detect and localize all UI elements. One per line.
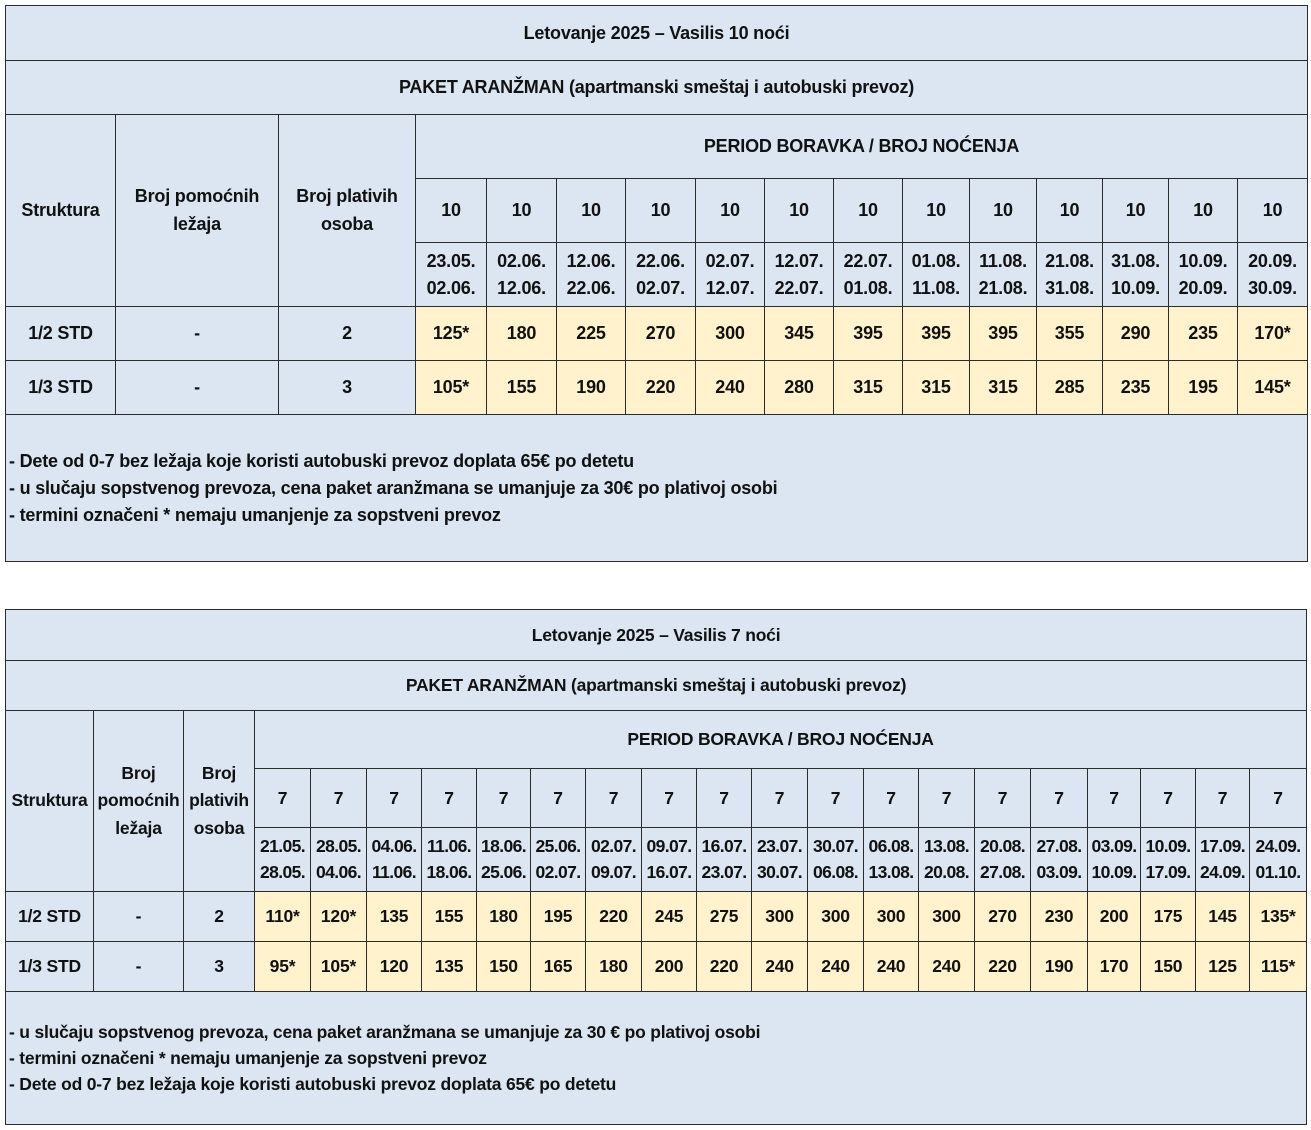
- header-pomocni-lezaji: Broj pomoćnih ležaja: [116, 115, 279, 307]
- period-date-to: 23.07.: [701, 861, 747, 882]
- period-date-from: 24.09.: [1255, 836, 1301, 857]
- price-cell: 290: [1103, 307, 1169, 361]
- period-date-from: 06.08.: [868, 836, 914, 857]
- price-cell: 395: [834, 307, 903, 361]
- period-date-to: 04.06.: [315, 861, 362, 882]
- row-extra-beds: -: [116, 361, 279, 415]
- period-date-from: 11.08.: [979, 251, 1027, 272]
- period-nights: 7: [697, 769, 752, 828]
- note-line: - u slučaju sopstvenog prevoza, cena paket aranžmana se umanjuje za 30€ po plativoj osobi: [9, 477, 778, 498]
- period-dates: [422, 828, 477, 892]
- period-date-to: 10.09.: [1091, 861, 1137, 882]
- period-date-to: 09.07.: [590, 861, 637, 882]
- period-dates: [919, 828, 975, 892]
- period-dates: [311, 828, 367, 892]
- period-date-to: 01.10.: [1255, 861, 1301, 882]
- period-nights: 7: [752, 769, 808, 828]
- period-nights: 10: [970, 179, 1037, 243]
- table-row: [6, 361, 1308, 415]
- row-structure: 1/2 STD: [6, 307, 116, 361]
- period-dates: [1169, 243, 1238, 307]
- notes-cell: [6, 992, 1307, 1125]
- price-cell: 135: [422, 942, 477, 992]
- period-nights: 7: [864, 769, 919, 828]
- period-date-from: 27.08.: [1036, 836, 1082, 857]
- period-date-from: 28.05.: [315, 836, 362, 857]
- notes-cell: [6, 415, 1308, 562]
- price-cell: 135: [367, 892, 422, 942]
- period-nights: 10: [1238, 179, 1308, 243]
- period-date-to: 25.06.: [480, 861, 527, 882]
- period-date-from: 21.08.: [1045, 251, 1094, 272]
- header-pomocni-lezaji: Broj pomoćnih ležaja: [94, 711, 184, 892]
- period-date-from: 01.08.: [911, 251, 961, 272]
- price-cell: 300: [864, 892, 919, 942]
- row-paying-persons: 3: [184, 942, 255, 992]
- period-date-to: 03.09.: [1036, 861, 1082, 882]
- period-date-from: 23.05.: [426, 251, 476, 272]
- period-dates: [487, 243, 557, 307]
- price-cell: 190: [557, 361, 626, 415]
- period-nights: 10: [1037, 179, 1103, 243]
- period-date-from: 30.07.: [812, 836, 859, 857]
- period-dates: [697, 828, 752, 892]
- price-cell: 230: [1031, 892, 1088, 942]
- period-dates: [1088, 828, 1141, 892]
- table-title: Letovanje 2025 – Vasilis 7 noći: [6, 610, 1307, 661]
- table-subtitle: PAKET ARANŽMAN (apartmanski smeštaj i autobuski prevoz): [6, 661, 1307, 711]
- price-cell: 395: [970, 307, 1037, 361]
- price-cell: 150: [1141, 942, 1196, 992]
- period-date-from: 23.07.: [756, 836, 803, 857]
- period-date-to: 06.08.: [812, 861, 859, 882]
- period-date-to: 11.06.: [371, 861, 417, 882]
- row-structure: 1/3 STD: [6, 361, 116, 415]
- period-date-to: 20.09.: [1178, 277, 1228, 298]
- price-cell: 270: [626, 307, 696, 361]
- period-nights: 10: [557, 179, 626, 243]
- period-nights: 7: [1250, 769, 1307, 828]
- period-date-to: 22.07.: [774, 277, 824, 298]
- row-paying-persons: 2: [184, 892, 255, 942]
- period-nights: 7: [367, 769, 422, 828]
- period-date-from: 03.09.: [1091, 836, 1137, 857]
- period-date-from: 20.09.: [1248, 251, 1297, 272]
- row-paying-persons: 3: [279, 361, 416, 415]
- price-cell: 180: [477, 892, 531, 942]
- period-dates: [255, 828, 311, 892]
- header-plative-osobe: Broj plativih osoba: [184, 711, 255, 892]
- period-dates: [970, 243, 1037, 307]
- price-cell: 125*: [416, 307, 487, 361]
- price-cell: 105*: [416, 361, 487, 415]
- price-cell: 345: [765, 307, 834, 361]
- period-date-to: 02.07.: [535, 861, 581, 882]
- price-cell: 315: [834, 361, 903, 415]
- price-cell: 240: [808, 942, 864, 992]
- table-row: [6, 942, 1307, 992]
- period-date-from: 17.09.: [1199, 836, 1246, 857]
- period-date-from: 22.07.: [843, 251, 893, 272]
- period-nights: 10: [416, 179, 487, 243]
- period-dates: [1250, 828, 1307, 892]
- note-line: - Dete od 0-7 bez ležaja koje koristi autobuski prevoz doplata 65€ po detetu: [9, 1074, 617, 1095]
- price-cell: 105*: [311, 942, 367, 992]
- table-subtitle: PAKET ARANŽMAN (apartmanski smeštaj i autobuski prevoz): [6, 61, 1308, 115]
- period-date-to: 30.09.: [1248, 277, 1297, 298]
- period-date-from: 21.05.: [259, 836, 306, 857]
- period-nights: 10: [834, 179, 903, 243]
- period-nights: 10: [765, 179, 834, 243]
- price-cell: 235: [1169, 307, 1238, 361]
- period-nights: 10: [1169, 179, 1238, 243]
- period-date-from: 11.06.: [426, 836, 472, 857]
- note-line: - Dete od 0-7 bez ležaja koje koristi autobuski prevoz doplata 65€ po detetu: [9, 450, 634, 471]
- price-cell: 155: [487, 361, 557, 415]
- period-dates: [416, 243, 487, 307]
- price-cell: 275: [697, 892, 752, 942]
- period-nights: 7: [586, 769, 642, 828]
- period-dates: [864, 828, 919, 892]
- price-cell: 280: [765, 361, 834, 415]
- period-date-to: 10.09.: [1111, 277, 1160, 298]
- period-date-from: 04.06.: [371, 836, 417, 857]
- price-cell: 300: [752, 892, 808, 942]
- price-cell: 200: [1088, 892, 1141, 942]
- period-nights: 10: [487, 179, 557, 243]
- period-dates: [975, 828, 1031, 892]
- price-cell: 145: [1196, 892, 1250, 942]
- period-date-from: 02.06.: [497, 251, 546, 272]
- period-date-to: 24.09.: [1199, 861, 1246, 882]
- price-cell: 115*: [1250, 942, 1307, 992]
- row-extra-beds: -: [94, 942, 184, 992]
- period-dates: [696, 243, 765, 307]
- price-cell: 285: [1037, 361, 1103, 415]
- period-date-to: 02.07.: [636, 277, 685, 298]
- header-struktura: Struktura: [6, 115, 116, 307]
- period-date-to: 27.08.: [979, 861, 1026, 882]
- period-dates: [1031, 828, 1088, 892]
- period-date-to: 11.08.: [912, 277, 960, 298]
- row-paying-persons: 2: [279, 307, 416, 361]
- price-cell: 110*: [255, 892, 311, 942]
- period-date-to: 31.08.: [1045, 277, 1094, 298]
- price-cell: 190: [1031, 942, 1088, 992]
- header-plative-osobe: Broj plativih osoba: [279, 115, 416, 307]
- period-dates: [1238, 243, 1308, 307]
- period-date-to: 12.06.: [497, 277, 546, 298]
- period-date-to: 13.08.: [868, 861, 914, 882]
- price-cell: 220: [626, 361, 696, 415]
- price-cell: 145*: [1238, 361, 1308, 415]
- period-date-to: 21.08.: [978, 277, 1028, 298]
- period-dates: [834, 243, 903, 307]
- period-date-to: 30.07.: [756, 861, 803, 882]
- row-extra-beds: -: [116, 307, 279, 361]
- period-nights: 7: [477, 769, 531, 828]
- period-nights: 7: [1088, 769, 1141, 828]
- period-dates: [367, 828, 422, 892]
- price-cell: 240: [919, 942, 975, 992]
- period-date-from: 09.07.: [646, 836, 692, 857]
- price-cell: 150: [477, 942, 531, 992]
- table-row: [6, 892, 1307, 942]
- price-cell: 180: [487, 307, 557, 361]
- period-nights: 7: [255, 769, 311, 828]
- period-nights: 7: [975, 769, 1031, 828]
- period-nights: 7: [1141, 769, 1196, 828]
- period-date-to: 20.08.: [923, 861, 970, 882]
- price-cell: 135*: [1250, 892, 1307, 942]
- price-table-10-nights: [5, 5, 1308, 562]
- note-line: - termini označeni * nemaju umanjenje za sopstveni prevoz: [9, 504, 501, 525]
- period-nights: 7: [1031, 769, 1088, 828]
- note-line: - u slučaju sopstvenog prevoza, cena paket aranžmana se umanjuje za 30 € po plativoj osobi: [9, 1021, 761, 1042]
- period-dates: [1196, 828, 1250, 892]
- price-cell: 175: [1141, 892, 1196, 942]
- price-cell: 95*: [255, 942, 311, 992]
- period-nights: 7: [642, 769, 697, 828]
- period-nights: 10: [626, 179, 696, 243]
- row-structure: 1/3 STD: [6, 942, 94, 992]
- price-cell: 245: [642, 892, 697, 942]
- price-cell: 225: [557, 307, 626, 361]
- table-row: [6, 307, 1308, 361]
- period-date-from: 02.07.: [590, 836, 637, 857]
- period-nights: 7: [422, 769, 477, 828]
- price-cell: 220: [586, 892, 642, 942]
- price-cell: 170*: [1238, 307, 1308, 361]
- price-cell: 240: [752, 942, 808, 992]
- period-dates: [1141, 828, 1196, 892]
- period-dates: [586, 828, 642, 892]
- row-structure: 1/2 STD: [6, 892, 94, 942]
- period-date-to: 18.06.: [426, 861, 472, 882]
- period-date-to: 17.09.: [1145, 861, 1191, 882]
- price-cell: 270: [975, 892, 1031, 942]
- price-cell: 240: [864, 942, 919, 992]
- period-nights: 7: [1196, 769, 1250, 828]
- price-cell: 315: [903, 361, 970, 415]
- price-cell: 395: [903, 307, 970, 361]
- price-table-7-nights: [5, 609, 1307, 1125]
- price-cell: 220: [697, 942, 752, 992]
- header-period-boravka: PERIOD BORAVKA / BROJ NOĆENJA: [416, 115, 1308, 179]
- price-cell: 220: [975, 942, 1031, 992]
- header-period-boravka: PERIOD BORAVKA / BROJ NOĆENJA: [255, 711, 1307, 769]
- price-cell: 235: [1103, 361, 1169, 415]
- period-date-from: 22.06.: [636, 251, 685, 272]
- period-dates: [557, 243, 626, 307]
- period-date-to: 02.06.: [426, 277, 476, 298]
- price-cell: 355: [1037, 307, 1103, 361]
- price-cell: 155: [422, 892, 477, 942]
- price-cell: 120*: [311, 892, 367, 942]
- price-cell: 240: [696, 361, 765, 415]
- period-dates: [531, 828, 586, 892]
- period-nights: 7: [311, 769, 367, 828]
- price-cell: 300: [808, 892, 864, 942]
- price-cell: 200: [642, 942, 697, 992]
- period-date-from: 10.09.: [1145, 836, 1191, 857]
- period-dates: [1037, 243, 1103, 307]
- period-dates: [642, 828, 697, 892]
- period-nights: 10: [903, 179, 970, 243]
- period-nights: 10: [1103, 179, 1169, 243]
- period-date-to: 01.08.: [843, 277, 893, 298]
- price-cell: 120: [367, 942, 422, 992]
- period-date-from: 12.07.: [774, 251, 824, 272]
- price-cell: 300: [919, 892, 975, 942]
- period-date-to: 12.07.: [705, 277, 755, 298]
- price-cell: 180: [586, 942, 642, 992]
- period-dates: [1103, 243, 1169, 307]
- period-date-from: 31.08.: [1111, 251, 1160, 272]
- period-dates: [752, 828, 808, 892]
- table-title: Letovanje 2025 – Vasilis 10 noći: [6, 6, 1308, 61]
- period-date-to: 28.05.: [259, 861, 306, 882]
- period-nights: 7: [531, 769, 586, 828]
- period-date-from: 25.06.: [535, 836, 581, 857]
- period-dates: [808, 828, 864, 892]
- period-dates: [903, 243, 970, 307]
- price-cell: 195: [531, 892, 586, 942]
- period-dates: [626, 243, 696, 307]
- period-dates: [477, 828, 531, 892]
- period-nights: 7: [919, 769, 975, 828]
- period-nights: 7: [808, 769, 864, 828]
- row-extra-beds: -: [94, 892, 184, 942]
- period-date-from: 20.08.: [979, 836, 1026, 857]
- note-line: - termini označeni * nemaju umanjenje za sopstveni prevoz: [9, 1047, 487, 1068]
- price-cell: 300: [696, 307, 765, 361]
- period-date-from: 18.06.: [480, 836, 527, 857]
- period-date-from: 12.06.: [566, 251, 616, 272]
- price-cell: 195: [1169, 361, 1238, 415]
- period-date-from: 13.08.: [923, 836, 970, 857]
- price-cell: 125: [1196, 942, 1250, 992]
- header-struktura: Struktura: [6, 711, 94, 892]
- period-dates: [765, 243, 834, 307]
- period-date-from: 16.07.: [701, 836, 747, 857]
- price-cell: 315: [970, 361, 1037, 415]
- period-date-to: 22.06.: [566, 277, 616, 298]
- period-nights: 10: [696, 179, 765, 243]
- period-date-from: 10.09.: [1178, 251, 1228, 272]
- period-date-from: 02.07.: [705, 251, 755, 272]
- price-cell: 165: [531, 942, 586, 992]
- period-date-to: 16.07.: [646, 861, 692, 882]
- price-cell: 170: [1088, 942, 1141, 992]
